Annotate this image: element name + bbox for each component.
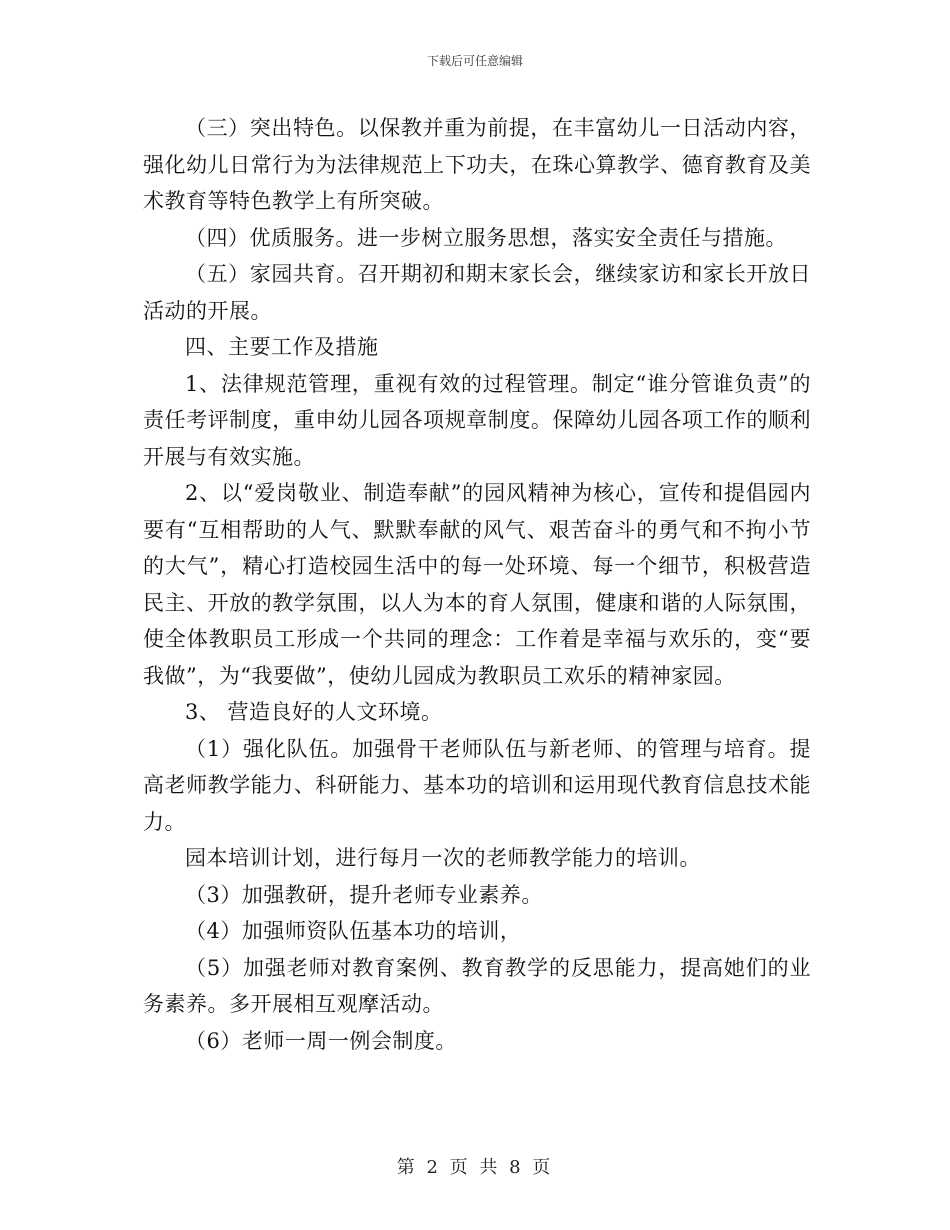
paragraph: （四）优质服务。进一步树立服务思想，落实安全责任与措施。 (185, 225, 787, 250)
paragraph: （5）加强老师对教育案例、教育教学的反思能力，提高她们的业务素养。多开展相互观摩活动。 (143, 955, 811, 1016)
page-header: 下载后可任意编辑 (426, 54, 523, 68)
paragraph: 3、 营造良好的人文环境。 (185, 700, 443, 724)
paragraph: 园本培训计划，进行每月一次的老师教学能力的培训。 (185, 846, 701, 870)
paragraph: 1、法律规范管理，重视有效的过程管理。制定“谁分管谁负责”的责任考评制度，重申幼儿园各项规章制度。保障幼儿园各项工作的顺利开展与有效实施。 (143, 371, 811, 469)
paragraph: （1）强化队伍。加强骨干老师队伍与新老师、的管理与培育。提高老师教学能力、科研能力、基本功的培训和运用现代教育信息技术能力。 (143, 736, 811, 834)
page-number: 第 2 页 共 8 页 (396, 1157, 554, 1178)
paragraph: （4）加强师资队伍基本功的培训， (185, 919, 522, 943)
paragraph: （五）家园共育。召开期初和期末家长会，继续家访和家长开放日活动的开展。 (143, 262, 811, 323)
section-heading: 四、主要工作及措施 (185, 335, 379, 359)
paragraph: （3）加强教研，提升老师专业素养。 (185, 882, 543, 907)
paragraph: 2、以“爱岗敬业、制造奉献”的园风精神为核心，宣传和提倡园内要有“互相帮助的人气、默默奉献的风气、艰苦奋斗的勇气和不拘小节的大气”，精心打造校园生活中的每一处环境、每一个细节，积极营造民主、开放的教学氛围，以人为本的育人氛围，健康和谐的人际氛围，使全体教职员工形成一个共同的理念：工作着是幸福与欢乐的，变“要我做”，为“我要做”，使幼儿园成为教职员工欢乐的精神家园。 (143, 481, 811, 688)
paragraph: （三）突出特色。以保教并重为前提，在丰富幼儿一日活动内容，强化幼儿日常行为为法律规范上下功夫，在珠心算教学、德育教育及美术教育等特色教学上有所突破。 (143, 116, 811, 213)
document-body (143, 110, 811, 1059)
paragraph: （6）老师一周一例会制度。 (185, 1028, 457, 1053)
